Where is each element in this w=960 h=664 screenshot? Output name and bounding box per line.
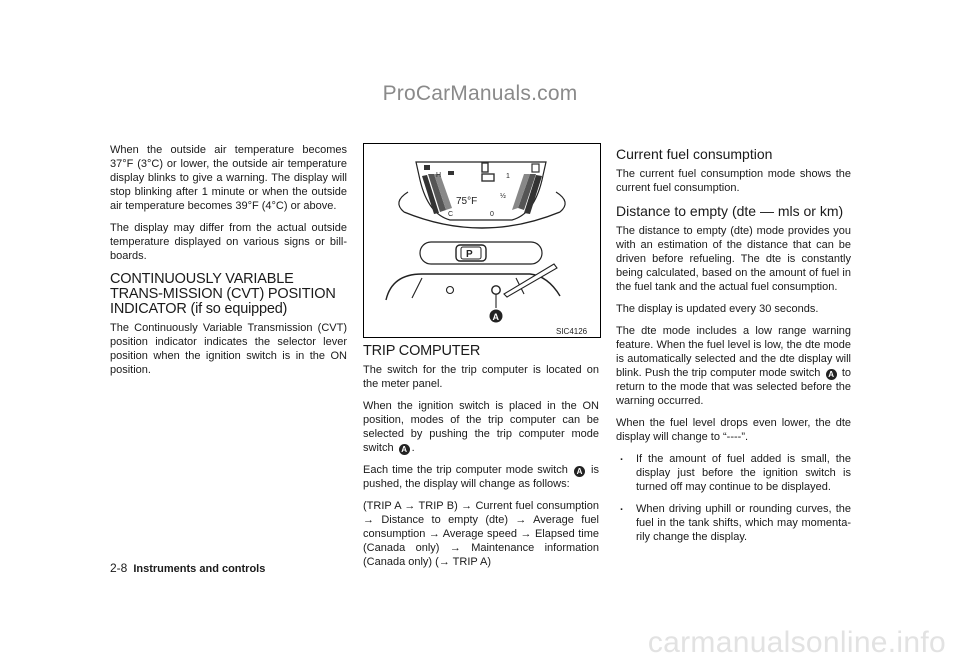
paragraph-update: The display is updated every 30 seconds.: [616, 303, 819, 315]
page-footer: [110, 561, 265, 575]
meter-panel-illustration: [364, 144, 600, 337]
paragraph-display-changes: [363, 463, 599, 491]
text-period: .: [411, 442, 415, 454]
switch-a-icon: A: [826, 369, 837, 380]
switch-a-icon: A: [574, 466, 585, 477]
column-right: [616, 146, 851, 552]
cvt-position-indicator: [420, 242, 542, 264]
trip-computer-mode-switch: [492, 286, 500, 294]
paragraph-switch-location: The switch for the trip computer is located on the meter panel.: [363, 364, 599, 390]
text-is-pushed: is pushed, the display will change as follows:: [363, 464, 599, 490]
heading-dte: Distance to empty (dte — mls or km): [616, 203, 844, 219]
paragraph-current-fuel: The current fuel consumption mode shows the current fuel consumption.: [616, 168, 851, 194]
heading-cvt-indicator: CONTINUOUSLY VARIABLE TRANS-MISSION (CVT) POSITION INDICATOR (if so equipped): [110, 271, 336, 317]
paragraph-dte: The distance to empty (dte) mode provides you with an estimation of the distance that can be driven before refueling. The dte is constantly being calculated, based on the amount of fuel in the fuel tank and the actual fuel consumption.: [616, 225, 851, 293]
gauge-full-label: 1: [506, 173, 510, 180]
paragraph-low-range: [616, 324, 851, 408]
watermark-bottom: carmanualsonline.info: [647, 626, 946, 659]
meter-panel-figure: [363, 143, 601, 338]
column-middle: [363, 344, 599, 577]
indicator-knob: [447, 287, 454, 294]
callout-a-label: A: [492, 312, 499, 322]
page-number: 2-8: [110, 561, 128, 575]
text-select-modes: When the ignition switch is placed in the ON position, modes of the trip computer can be selected by pushing the trip computer mode switch: [363, 400, 599, 454]
text-low-range-a: The dte mode includes a low range warning feature. When the fuel level is low, the dte mode is automatically selected and the dte display will blink. Push the trip computer mode switch: [616, 325, 851, 379]
section-title: Instruments and controls: [133, 563, 266, 575]
list-item: . If the amount of fuel added is small, the display just before the ignition switch is turned off may continue to be displayed.: [616, 452, 851, 494]
paragraph-outside-temp: When the outside air temperature becomes 37°F (3°C) or lower, the outside air temperature display blinks to give a warning. The display will stop blinking after 1 minute or when the outside air temperature becomes 39°F (4°C) or above.: [110, 144, 347, 212]
text-low-range-b: to return to the mode that was selected before the warning occurred.: [616, 367, 852, 407]
switch-a-icon: A: [399, 444, 410, 455]
text-each-time: Each time the trip computer mode switch: [363, 464, 568, 476]
paragraph-select-modes: [363, 399, 599, 455]
paragraph-mode-sequence: (TRIP A → TRIP B) → Current fuel consumption → Distance to empty (dte) → Average fuel consumption → Average speed → Elapsed time (Canada only) → Maintenance information (Canada only) (→ TRIP A): [363, 500, 599, 568]
gauge-h-label: H: [436, 172, 442, 179]
column-left: [110, 143, 347, 385]
gauge-temp-reading: 75°F: [456, 196, 478, 207]
odometer-icon: [448, 171, 454, 175]
paragraph-cvt-indicator: The Continuously Variable Transmission (CVT) position indicator indicates the selector lever position when the ignition switch is in the ON position.: [110, 322, 347, 376]
figure-code: SIC4126: [556, 327, 588, 336]
gauge-zero-label: 0: [490, 211, 494, 218]
gear-letter: P: [466, 249, 473, 260]
thermometer-icon: [424, 165, 430, 170]
heading-trip-computer: TRIP COMPUTER: [363, 343, 481, 359]
heading-current-fuel: Current fuel consumption: [616, 146, 773, 162]
gauge-half-label: ½: [500, 193, 506, 200]
paragraph-dashes: When the fuel level drops even lower, the dte display will change to “----”.: [616, 417, 851, 443]
bullet-list: [616, 452, 851, 544]
gauge-c-label: C: [448, 211, 454, 218]
watermark-top: ProCarManuals.com: [382, 82, 578, 105]
list-item: . When driving uphill or rounding curves, the fuel in the tank shifts, which may momenta-rily change the display.: [616, 502, 851, 544]
pointer-pen: [504, 264, 557, 297]
paragraph-display-differ: The display may differ from the actual outside temperature displayed on various signs or bill-boards.: [110, 222, 347, 262]
